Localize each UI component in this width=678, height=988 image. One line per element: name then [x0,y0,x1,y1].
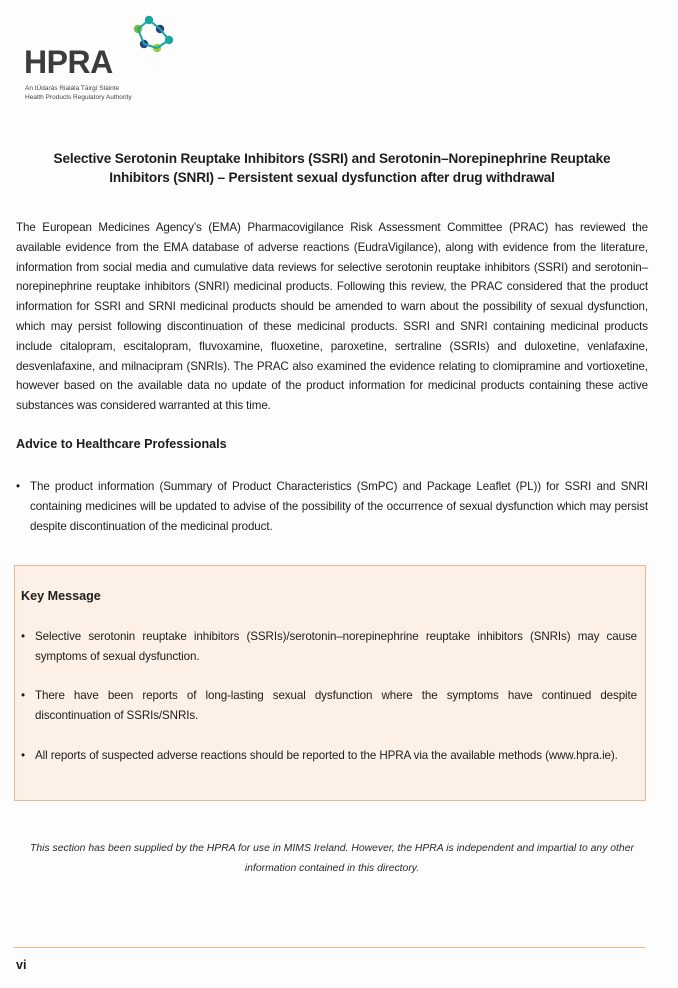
document-title [14,149,650,187]
logo-subtitle [25,84,132,102]
intro-paragraph: The European Medicines Agency’s (EMA) Pharmacovigilance Risk Assessment Committee (PRAC) has reviewed the available evidence from the EMA database of adverse reactions (EudraVigilance), along with evidence from the literature, information from social media and cumulative data reviews for selective serotonin reuptake inhibitors (SSRI) and serotonin–norepinephrine reuptake inhibitors (SNRI) medicinal products. Following this review, the PRAC considered that the product information for SSRI and SRNI medicinal products should be amended to warn about the possibility of sexual dysfunction, which may persist following discontinuation of these medicinal products. SSRI and SNRI containing medicinal products include citalopram, escitalopram, fluvoxamine, fluoxetine, paroxetine, sertraline (SSRIs) and duloxetine, venlafaxine, desvenlafaxine, and milnacipram (SNRIs). The PRAC also examined the evidence relating to clomipramine and vortioxetine, however based on the available data no update of the product information for medicinal products containing these active substances was considered warranted at this time. [16,221,648,413]
logo-subtitle-irish: An tÚdarás Rialála Táirgí Sláinte [25,85,120,92]
title-line-2: Inhibitors (SNRI) – Persistent sexual dysfunction after drug withdrawal [109,170,555,185]
list-item [21,627,637,667]
title-line-1: Selective Serotonin Reuptake Inhibitors (SSRI) and Serotonin–Norepinephrine Reuptake [53,151,611,166]
key-message-box [14,565,646,801]
list-item-text: Selective serotonin reuptake inhibitors (SSRIs)/serotonin–norepinephrine reuptake inhibitors (SNRIs) may cause symptoms of sexual dysfunction. [35,630,637,663]
advice-list [16,477,648,536]
list-item-text: The product information (Summary of Product Characteristics (SmPC) and Package Leaflet (PL)) for SSRI and SNRI containing medicines will be updated to advise of the possibility of the occurrence of sexual dysfunction which may persist despite discontinuation of the medicinal product. [30,480,648,533]
list-item [21,746,637,766]
footer-note: This section has been supplied by the HPRA for use in MIMS Ireland. However, the HPRA is independent and impartial to any other information contained in this directory. [30,843,634,874]
key-message-heading: Key Message [21,589,101,603]
list-item-text: All reports of suspected adverse reactions should be reported to the HPRA via the available methods (www.hpra.ie). [35,749,618,762]
footer-divider [14,947,646,948]
bullet-icon: • [21,689,25,702]
hpra-logo [22,14,182,106]
logo-subtitle-english: Health Products Regulatory Authority [25,94,132,101]
page-number: vi [16,958,27,972]
list-item [16,477,648,536]
bullet-icon: • [21,630,25,643]
list-item [21,686,637,726]
list-item-text: There have been reports of long-lasting sexual dysfunction where the symptoms have continued despite discontinuation of SSRIs/SNRIs. [35,689,637,722]
bullet-icon: • [16,480,20,493]
bullet-icon: • [21,749,25,762]
advice-heading: Advice to Healthcare Professionals [16,437,227,451]
hpra-wordmark: HPRA [24,44,113,80]
hpra-logo-mark-icon [126,14,182,62]
